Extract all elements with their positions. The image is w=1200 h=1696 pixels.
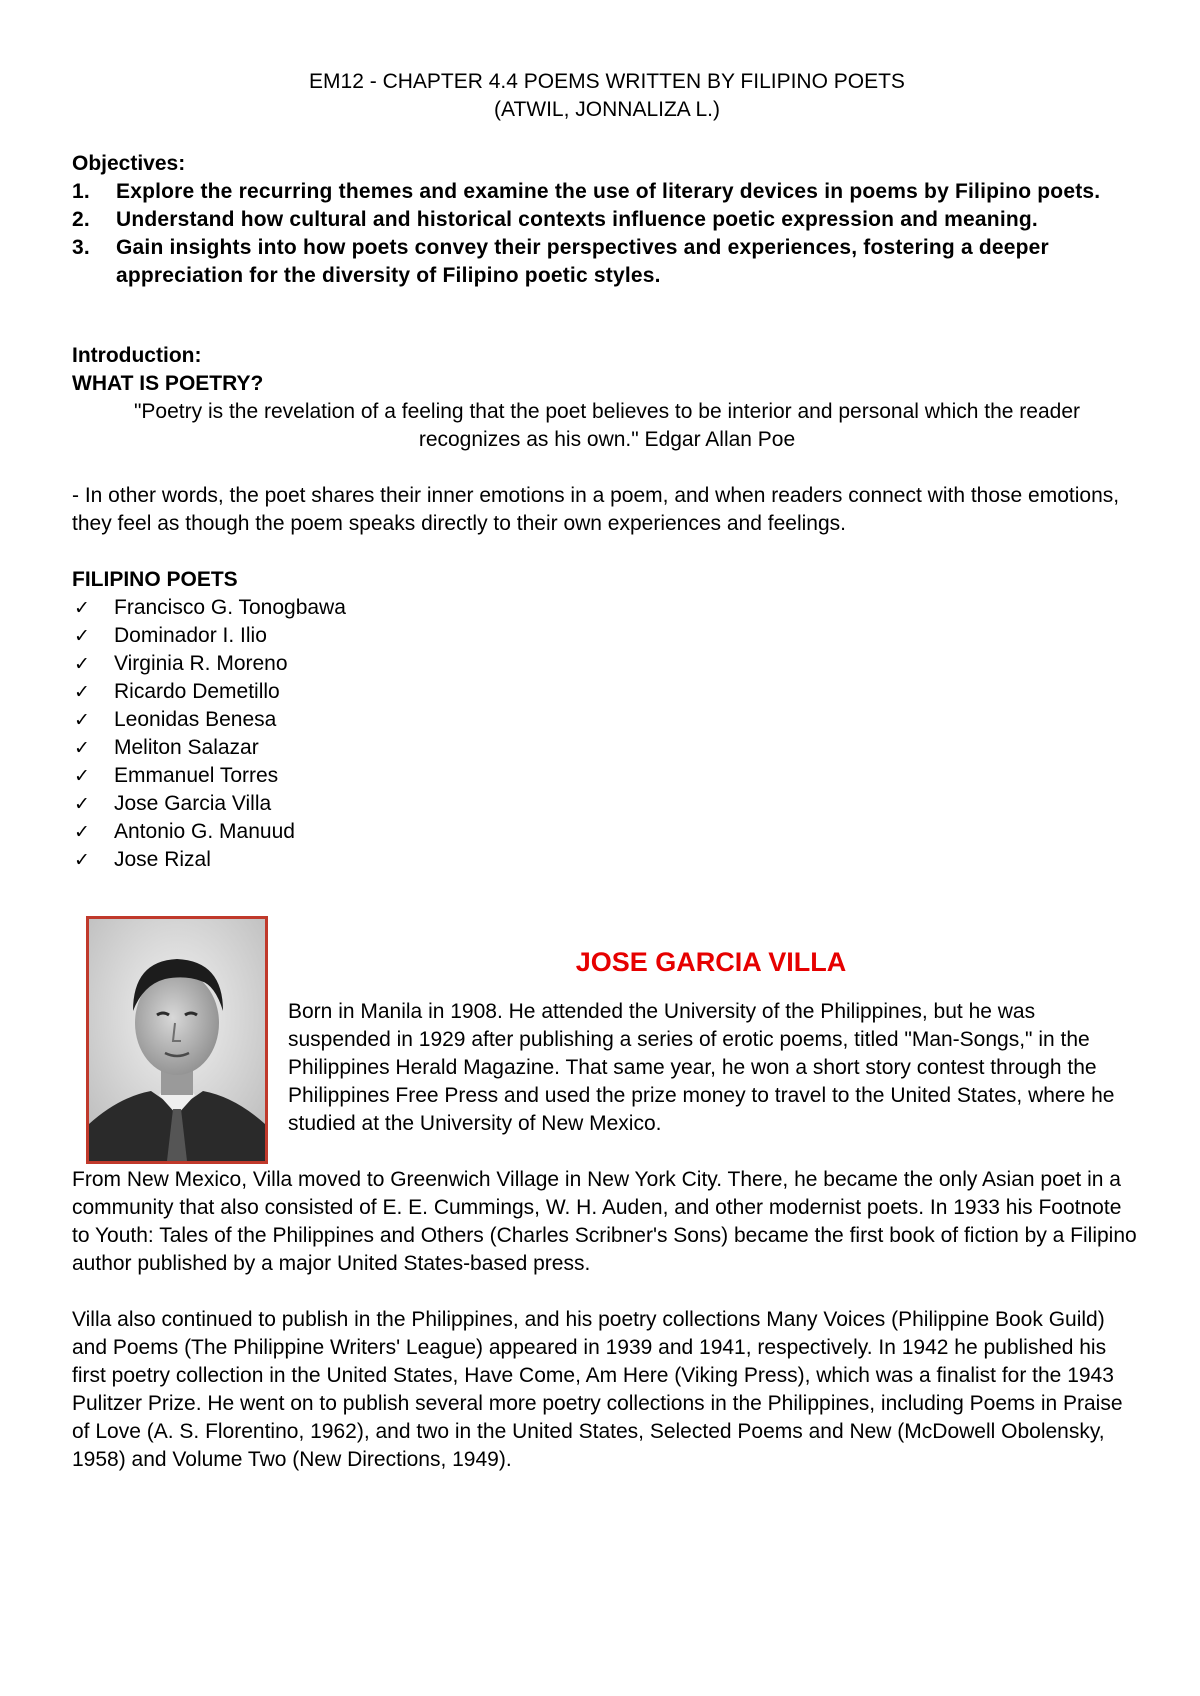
poet-item — [72, 846, 1142, 874]
poetry-question: WHAT IS POETRY? — [72, 372, 264, 395]
poet-name: Dominador I. Ilio — [114, 624, 267, 647]
bio-paragraph: From New Mexico, Villa moved to Greenwich Village in New York City. There, he became the only Asian poet in a community that also consisted of E. E. Cummings, W. H. Auden, and other modernist poets. In 1933 his Footnote to Youth: Tales of the Philippines and Others (Charles Scribner's Sons) became the first book of fiction by a Filipino author published by a major United States-based press. — [72, 1168, 1137, 1275]
poet-name: Leonidas Benesa — [114, 708, 277, 731]
objective-text: Gain insights into how poets convey their perspectives and experiences, fostering a deeper appreciation for the diversity of Filipino poetic styles. — [116, 236, 1049, 287]
bio-paragraph: Born in Manila in 1908. He attended the University of the Philippines, but he was suspended in 1929 after publishing a series of erotic poems, titled "Man-Songs," in the Philippines Herald Magazine. That same year, he won a short story contest through the Philippines Free Press and used the prize money to travel to the United States, where he studied at the University of New Mexico. — [288, 1000, 1115, 1135]
poe-quote: "Poetry is the revelation of a feeling that the poet believes to be interior and personal which the reader recognizes as his own." Edgar Allan Poe — [133, 400, 1081, 451]
poet-item — [72, 818, 1142, 846]
poet-item — [72, 734, 1142, 762]
check-icon: ✓ — [74, 625, 90, 647]
check-icon: ✓ — [74, 737, 90, 759]
objectives-list — [72, 178, 1142, 290]
objective-number: 1. — [72, 180, 90, 203]
poet-item — [72, 762, 1142, 790]
objective-text: Understand how cultural and historical contexts influence poetic expression and meaning. — [116, 208, 1038, 231]
objective-item — [72, 206, 1142, 234]
poet-name: Francisco G. Tonogbawa — [114, 596, 346, 619]
objective-text: Explore the recurring themes and examine the use of literary devices in poems by Filipino poets. — [116, 180, 1101, 203]
check-icon: ✓ — [74, 681, 90, 703]
poet-name: Jose Garcia Villa — [114, 792, 272, 815]
objective-number: 3. — [72, 236, 90, 259]
poet-name: Virginia R. Moreno — [114, 652, 288, 675]
poet-item — [72, 706, 1142, 734]
check-icon: ✓ — [74, 793, 90, 815]
document-page — [72, 68, 1142, 1471]
poet-item — [72, 678, 1142, 706]
document-title: EM12 - CHAPTER 4.4 POEMS WRITTEN BY FILIPINO POETS — [309, 70, 905, 93]
portrait-photo — [86, 916, 268, 1164]
poet-name: Jose Rizal — [114, 848, 211, 871]
poet-name: Ricardo Demetillo — [114, 680, 280, 703]
objective-item — [72, 178, 1142, 206]
introduction-heading — [72, 342, 1142, 398]
check-icon: ✓ — [74, 597, 90, 619]
check-icon: ✓ — [74, 849, 90, 871]
poet-item — [72, 622, 1142, 650]
poets-heading: FILIPINO POETS — [72, 568, 238, 591]
portrait-image — [89, 919, 265, 1161]
poet-item — [72, 594, 1142, 622]
bio-paragraph: Villa also continued to publish in the Philippines, and his poetry collections Many Voices (Philippine Book Guild) and Poems (The Philippine Writers' League) appeared in 1939 and 1941, respectively. In 1942 he published his first poetry collection in the United States, Have Come, Am Here (Viking Press), which was a finalist for the 1943 Pulitzer Prize. He went on to publish several more poetry collections in the Philippines, including Poems in Praise of Love (A. S. Florentino, 1962), and two in the United States, Selected Poems and New (McDowell Obolensky, 1958) and Volume Two (New Directions, 1949). — [72, 1308, 1123, 1471]
check-icon: ✓ — [74, 653, 90, 675]
poets-list — [72, 594, 1142, 874]
poet-name: Meliton Salazar — [114, 736, 259, 759]
check-icon: ✓ — [74, 765, 90, 787]
check-icon: ✓ — [74, 709, 90, 731]
bio-continued — [72, 1166, 1142, 1502]
check-icon: ✓ — [74, 821, 90, 843]
objective-number: 2. — [72, 208, 90, 231]
poet-name: Emmanuel Torres — [114, 764, 279, 787]
quote-explanation: - In other words, the poet shares their inner emotions in a poem, and when readers connect with those emotions, they feel as though the poem speaks directly to their own experiences and feelings. — [72, 484, 1120, 535]
introduction-label: Introduction: — [72, 344, 202, 367]
poet-item — [72, 650, 1142, 678]
bio-title: JOSE GARCIA VILLA — [575, 947, 847, 977]
objectives-heading: Objectives: — [72, 152, 186, 175]
poet-name: Antonio G. Manuud — [114, 820, 295, 843]
poet-item — [72, 790, 1142, 818]
objective-item — [72, 234, 1142, 290]
document-author: (ATWIL, JONNALIZA L.) — [494, 98, 720, 121]
